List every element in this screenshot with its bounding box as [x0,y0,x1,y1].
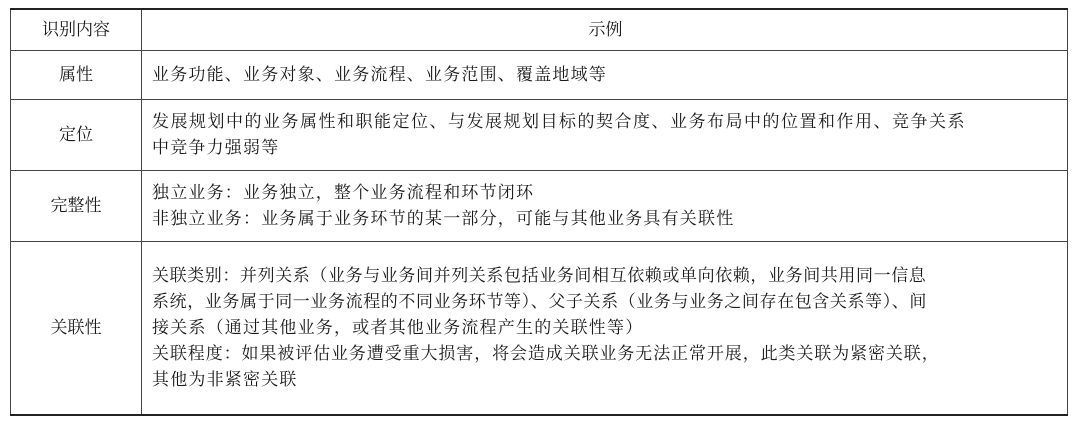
header-identification-content: 识别内容 [11,9,142,51]
table-row-positioning [11,100,1068,171]
content-line: 系统，业务属于同一业务流程的不同业务环节等）、父子关系（业务与业务之间存在包含关系等）、间 [152,292,927,312]
content-line: 独立业务：业务独立，整个业务流程和环节闭环 [152,183,535,203]
content-line: 关联程度：如果被评估业务遭受重大损害，将会造成关联业务无法正常开展，此类关联为紧密关联， [152,344,940,364]
row-label-completeness: 完整性 [11,171,142,242]
content-line: 关联类别：并列关系（业务与业务间并列关系包括业务间相互依赖或单向依赖，业务间共用同一信息 [152,266,927,286]
table-row-attribute [11,51,1068,100]
row-label-relevance: 关联性 [11,242,142,416]
row-content-relevance [142,242,1068,416]
table-header-row [11,9,1068,51]
row-content-positioning [142,100,1068,171]
table-row-relevance [11,242,1068,416]
content-line: 中竞争力强弱等 [152,138,280,158]
table-row-completeness [11,171,1068,242]
row-content-completeness [142,171,1068,242]
content-line: 非独立业务：业务属于业务环节的某一部分，可能与其他业务具有关联性 [152,209,735,229]
content-line: 其他为非紧密关联 [152,370,298,390]
header-example: 示例 [142,9,1068,51]
row-label-positioning: 定位 [11,100,142,171]
content-line: 接关系（通过其他业务，或者其他业务流程产生的关联性等） [152,318,644,338]
row-label-attribute: 属性 [11,51,142,100]
identification-table [10,8,1068,416]
row-content-attribute [142,51,1068,100]
content-line: 业务功能、业务对象、业务流程、业务范围、覆盖地域等 [152,65,607,85]
content-line: 发展规划中的业务属性和职能定位、与发展规划目标的契合度、业务布局中的位置和作用、竞争关系 [152,112,966,132]
